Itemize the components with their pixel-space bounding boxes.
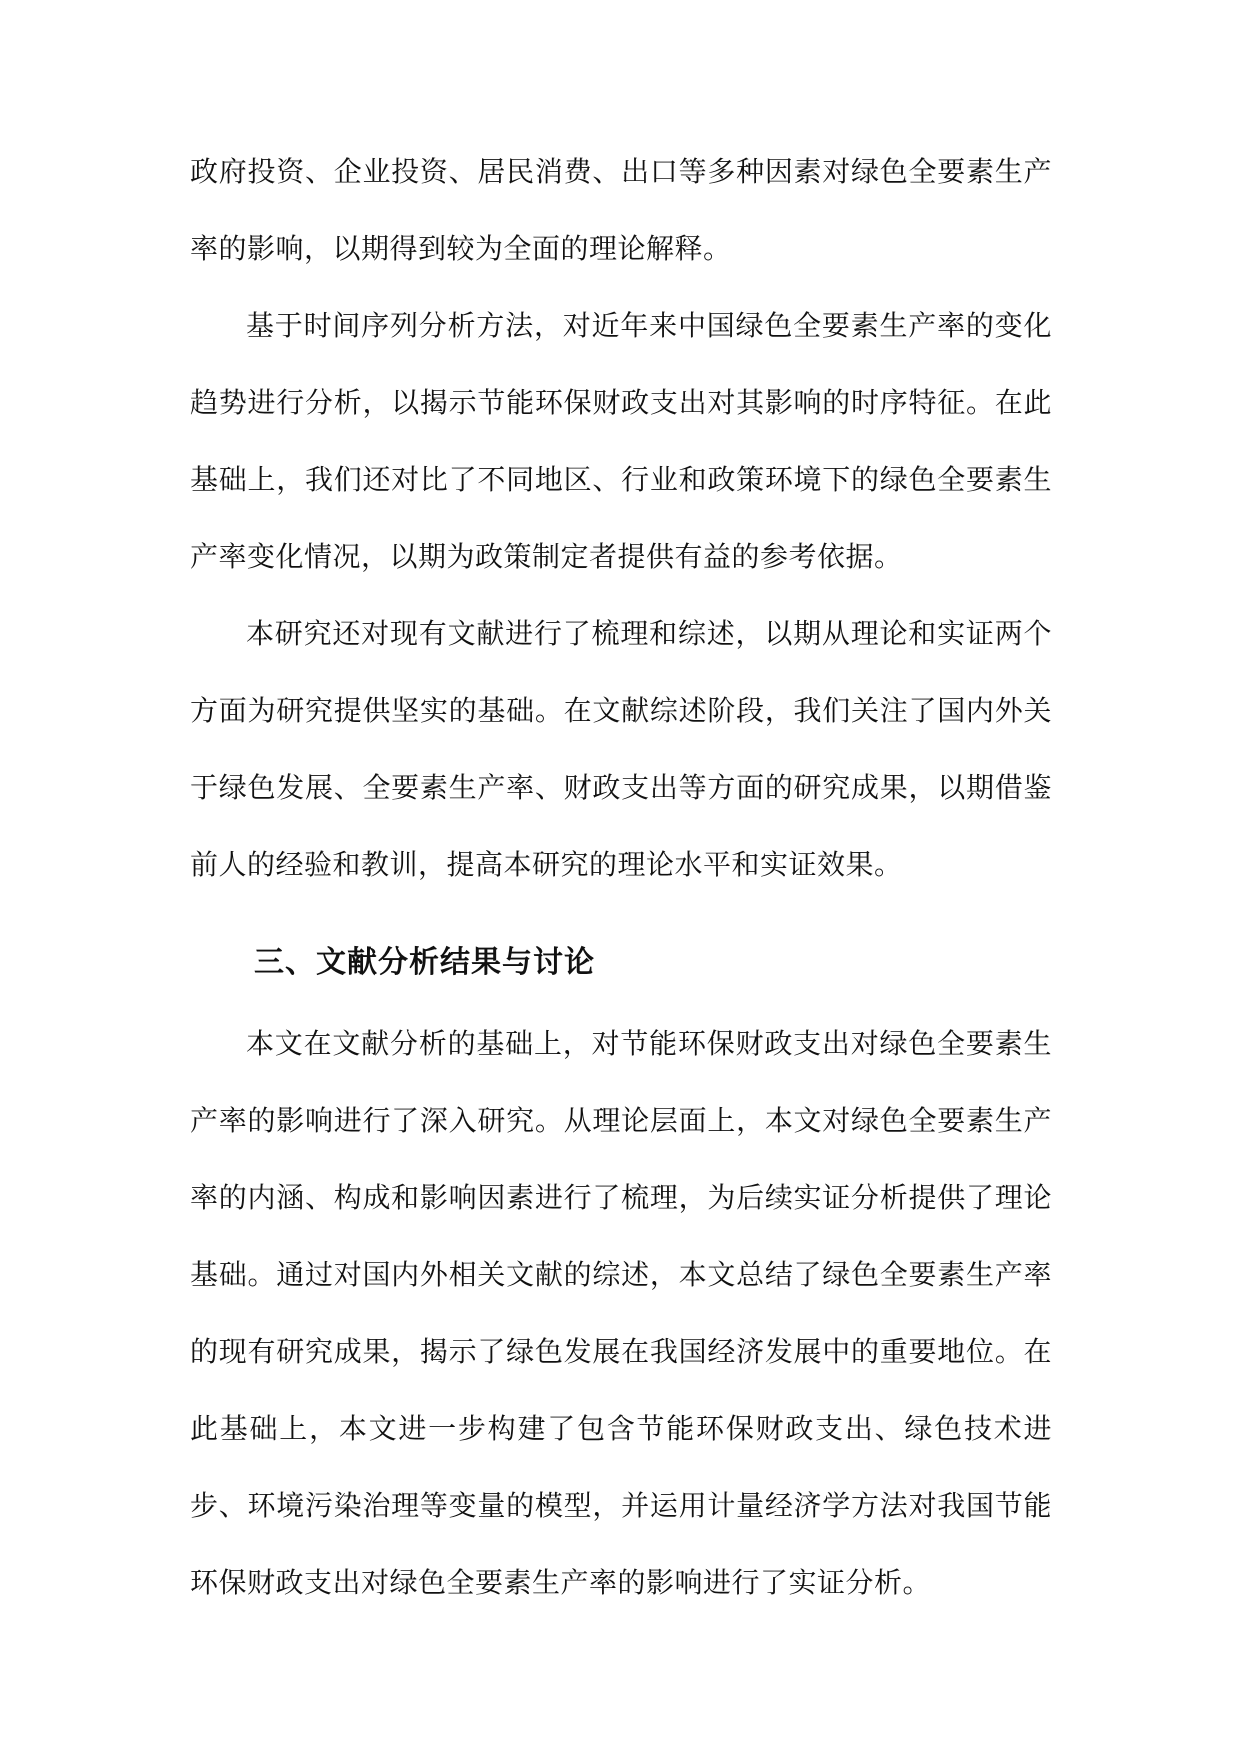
section-heading: 三、文献分析结果与讨论 [254, 945, 595, 980]
paragraph-1: 政府投资、企业投资、居民消费、出口等多种因素对绿色全要素生产率的影响，以期得到较为全面的理论解释。 [190, 155, 1052, 265]
document-body [190, 133, 1052, 1621]
paragraph-4: 本文在文献分析的基础上，对节能环保财政支出对绿色全要素生产率的影响进行了深入研究。从理论层面上，本文对绿色全要素生产率的内涵、构成和影响因素进行了梳理，为后续实证分析提供了理论基础。通过对国内外相关文献的综述，本文总结了绿色全要素生产率的现有研究成果，揭示了绿色发展在我国经济发展中的重要地位。在此基础上，本文进一步构建了包含节能环保财政支出、绿色技术进步、环境污染治理等变量的模型，并运用计量经济学方法对我国节能环保财政支出对绿色全要素生产率的影响进行了实证分析。 [190, 1027, 1052, 1599]
paragraph-3: 本研究还对现有文献进行了梳理和综述，以期从理论和实证两个方面为研究提供坚实的基础。在文献综述阶段，我们关注了国内外关于绿色发展、全要素生产率、财政支出等方面的研究成果，以期借鉴前人的经验和教训，提高本研究的理论水平和实证效果。 [190, 617, 1052, 881]
paragraph-2: 基于时间序列分析方法，对近年来中国绿色全要素生产率的变化趋势进行分析，以揭示节能环保财政支出对其影响的时序特征。在此基础上，我们还对比了不同地区、行业和政策环境下的绿色全要素生产率变化情况，以期为政策制定者提供有益的参考依据。 [190, 309, 1052, 573]
